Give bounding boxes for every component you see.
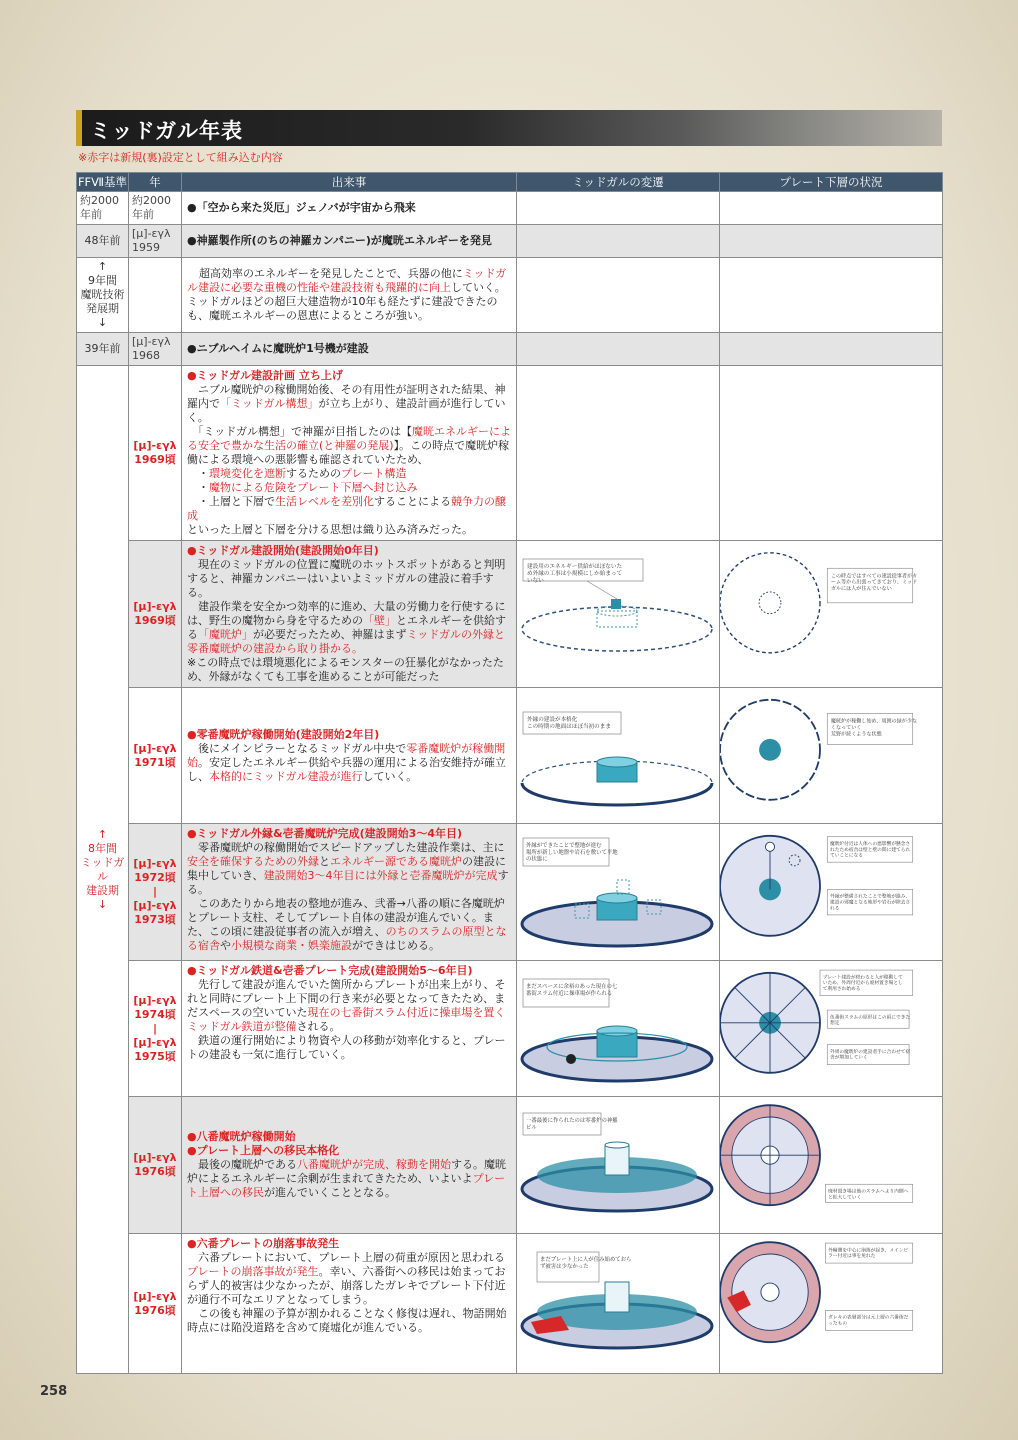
event-line (187, 841, 511, 897)
event-line (187, 467, 511, 481)
event-line (187, 600, 511, 656)
callout-text: 外縁の建設が本格化この時期の地面はほぼ当初のまま (527, 717, 611, 730)
midgar-diagram (517, 1097, 717, 1232)
callout-text: 建設用のエネルギー供給がほぼないため外縁の工事は小規模にしか始まっていない (527, 564, 623, 584)
callout-text: 魔晄炉付近は人体への悪影響が懸念されたため宿舎は壁と壁の間に建てられていことになる (829, 841, 911, 859)
phase-row (77, 1097, 943, 1234)
event-text: 零番魔晄炉が稼働開始 (187, 741, 506, 769)
midgar-diagram (517, 824, 717, 959)
event-text: 後にメインピラーとなるミッドガル中央で (187, 741, 407, 755)
event-cell: 超高効率のエネルギーを発見したことで、兵器の他にミッドガル建設に必要な重機の性能や建設技術も飛躍的に向上していく。ミッドガルほどの超巨大建造物が10年も経たずに建設できたのも、魔晄エネルギーの恩恵によるところが強い。 (182, 258, 517, 333)
phase-row (77, 688, 943, 824)
phase-row (77, 1234, 943, 1374)
event-cell: ●ミッドガル建設計画 立ち上げ ニブル魔晄炉の稼働開始後、その有用性が証明された結果、神羅内で「ミッドガル構想」が立ち上がり、建設計画が進行していく。 「ミッドガル構想」で神羅が目指したのは【魔晄エネルギーによる安全で豊かな生活の確立(と神羅の発展)】。この時点で魔晄炉稼働による環境への悪影響も確認されていたため、 ・環境変化を遮断するためのプレート構造 ・魔物による危険をプレート下層へ封じ込み ・上層と下層で生活レベルを差別化することによる競争力の醸成 といった上層と下層を分ける思想は織り込み済みだった。 (182, 366, 517, 541)
outer-wall (522, 783, 712, 805)
lower-diagram-cell (720, 1234, 943, 1374)
year-cell: [μ]-εγλ 1969頃 (129, 366, 182, 541)
event-text: ミッドガルの外縁と零番魔晄炉の建設から取り掛かる。 (187, 628, 506, 655)
event-text: 現在のミッドガルの位置に魔晄のホットスポットがあると判明すると、神羅カンパニーはいよいよミッドガルの建設に着手する。 (187, 558, 506, 599)
std-cell: 39年前 (77, 333, 129, 366)
col-midgar: ミッドガルの変遷 (517, 173, 720, 192)
event-text: していく。 (362, 769, 418, 783)
lower-diagram-cell (720, 961, 943, 1097)
callout-text: プレート建設が終わると人が移動していため、外周付近から廃材置き場として利用され始める (822, 975, 903, 993)
midgar-diagram-cell (517, 688, 720, 824)
col-event: 出来事 (182, 173, 517, 192)
event-line (187, 383, 511, 425)
col-year: 年 (129, 173, 182, 192)
callout-text: この時点ではすべての建設従事者がカーム等から出張ってきており、ミッドガルには人が住んでいない (830, 573, 918, 593)
lower-diagram (720, 961, 920, 1084)
event-text: この後も神羅の予算が割かれることなく修復は遅れ、物語開始時点には陥没道路を含めて廃墟化が進んでいる。 (187, 1307, 507, 1334)
event-line (187, 1158, 511, 1200)
year-cell: [μ]-εγλ 1968 (129, 333, 182, 366)
event-text: 。安定したエネルギー供給や兵器の運用による治安維持が確立し、 (187, 755, 506, 783)
period-label: ↑ 8年間 ミッドガル 建設期 ↓ (77, 366, 129, 1374)
reactor-core (611, 599, 621, 609)
table-header (77, 173, 943, 192)
year-cell: [μ]-εγλ 1959 (129, 225, 182, 258)
event-text: 本格的にミッドガル建設が進行 (209, 769, 363, 783)
event-text: 最後の魔晄炉である (187, 1158, 297, 1171)
event-text: プレート上層への移民 (187, 1172, 506, 1199)
event-text: プレートの崩落事故が発生 (187, 1265, 319, 1278)
event-text: 「魔晄炉」 (198, 628, 253, 641)
phase-row (77, 961, 943, 1097)
callout-text: 伍番街スラムの原形はこの頃にできた想定 (829, 1015, 911, 1027)
title-banner (76, 110, 942, 146)
callout-text: 廃材置き場は他のスラムへより内側へと拡大していく (828, 1189, 909, 1201)
table-row (77, 192, 943, 225)
midgar-diagram-cell (517, 1234, 720, 1374)
event-text: 競争力の醸成 (187, 495, 506, 522)
midgar-diagram (517, 1234, 717, 1369)
callout-text: 外縁が整備されたことで整地が進み、建設の邪魔となる地形や岩石が除去される (829, 894, 911, 912)
event-text: このあたりから地表の整地が進み、弐番→八番の順に各魔晄炉とプレート支柱、そしてプレート自体の建設が進んでいく。また、この頃に建設従事者の流入が増え、 (187, 897, 505, 938)
event-text: 環境変化を遮断 (209, 467, 286, 480)
event-line (187, 742, 511, 784)
event-cell: ●六番プレートの崩落事故発生 六番プレートにおいて、プレート上層の荷重が原因と思われるプレートの崩落事故が発生。幸い、六番街への移民は始まっておらず人的被害は少なかったが、崩落したガレキでプレート下付近が通行不可なエリアとなってしまう。 この後も神羅の予算が割かれることなく修復は遅れ、物語開始時点には陥没道路を含めて廃墟化が進んでいる。 (182, 1234, 517, 1374)
event-text: エネルギー源である魔晄炉 (330, 855, 462, 868)
event-text: 零番魔晄炉の稼働開始でスピードアップした建設作業は、主に (187, 841, 505, 854)
event-text: と (319, 855, 330, 868)
event-text: 「ミッドガル構想」で神羅が目指したのは【 (187, 425, 412, 438)
event-text: 八番魔晄炉が完成、稼動を開始 (297, 1158, 451, 1171)
event-line (187, 425, 511, 467)
event-text: 安全を確保するための外縁 (187, 855, 319, 868)
lower-diagram-cell (720, 541, 943, 688)
table-row (77, 225, 943, 258)
event-text: ・上層と下層で (187, 495, 275, 508)
callout-text: まだスペースに余裕のあった現在の七番街スラム付近に操車場が作られる (526, 984, 618, 997)
event-text: 建設開始3～4年目には外縁と壱番魔晄炉が完成 (263, 869, 498, 882)
reactor-zero-outline (597, 611, 637, 627)
col-lower: プレート下層の状況 (720, 173, 943, 192)
event-text: 魔物による危険をプレート下層へ封じ込み (209, 481, 418, 494)
year-cell: [μ]-εγλ 1976頃 (129, 1234, 182, 1374)
event-cell: ●神羅製作所(のちの神羅カンパニー)が魔晄エネルギーを発見 (182, 225, 517, 258)
event-text: が必要だったため、神羅はまず (253, 628, 407, 641)
event-cell: ●ミッドガル建設開始(建設開始0年目) 現在のミッドガルの位置に魔晄のホットスポットがあると判明すると、神羅カンパニーはいよいよミッドガルの建設に着手する。 建設作業を安全かつ効率的に進め、大量の労働力を行使するには、野生の魔物から身を守るための「壁」とエネルギーを供給する「魔晄炉」が必要だったため、神羅はまずミッドガルの外縁と零番魔晄炉の建設から取り掛かる。 ※この時点では環境悪化によるモンスターの狂暴化がなかったため、外縁がなくても工事を進めることが可能だった (182, 541, 517, 688)
std-cell: ↑ 9年間 魔晄技術 発展期 ↓ (77, 258, 129, 333)
event-cell: ●零番魔晄炉稼働開始(建設開始2年目) 後にメインピラーとなるミッドガル中央で零番魔晄炉が稼働開始。安定したエネルギー供給や兵器の運用による治安維持が確立し、本格的にミッドガル建設が進行していく。 (182, 688, 517, 824)
callout-text: 外縁ができたことで整地が進む場所が新しい地盤や岩石を敷いて平地の状態に (526, 843, 618, 863)
event-text: 。幸い、六番街への移民は始まっておらず人的被害は少なかったが、崩落したガレキでプレート下付近が通行不可なエリアとなってしまう。 (187, 1265, 506, 1306)
page-number: 258 (40, 1384, 68, 1399)
lower-diagram (720, 688, 920, 811)
event-text: 六番プレートにおいて、プレート上層の荷重が原因と思われる (187, 1251, 505, 1264)
event-text: が立ち上がり、建設計画が進行していく。 (187, 397, 506, 424)
midgar-diagram (517, 541, 717, 676)
lower-diagram (720, 1234, 920, 1357)
phase-row (77, 541, 943, 688)
event-text: することによる (374, 495, 451, 508)
table-row (77, 258, 943, 333)
event-text: が進んでいくこととなる。 (264, 1186, 396, 1199)
red-text-note: ※赤字は新規(裏)設定として組み込む内容 (78, 151, 283, 164)
event-text: ・ (187, 481, 209, 494)
midgar-diagram-cell (517, 961, 720, 1097)
event-text: ※この時点では環境悪化によるモンスターの狂暴化がなかったため、外縁がなくても工事を進めることが可能だった (187, 656, 504, 683)
event-text: ができはじめる。 (352, 939, 440, 952)
event-text: 「ミッドガル構想」 (220, 397, 319, 410)
midgar-diagram-cell (517, 824, 720, 961)
event-text: 小規模な商業・娯楽施設 (231, 939, 352, 952)
year-cell: [μ]-εγλ 1969頃 (129, 541, 182, 688)
callout-text: 一番最後に作られたのは零番炉の神羅ビル (526, 1118, 618, 1131)
year-cell: 約2000年前 (129, 192, 182, 225)
page-title: ミッドガル年表 (90, 119, 243, 143)
phase-row (77, 366, 943, 541)
event-line (187, 523, 511, 537)
event-text: とエネルギーを供給する (187, 614, 506, 641)
event-text: される。 (296, 1020, 341, 1033)
event-text: 先行して建設が進んでいた箇所からプレートが出来上がり、それと同時にプレート上下間の行き来が必要となってきたため、まだスペースの空いていた (187, 978, 506, 1019)
phase-row (77, 824, 943, 961)
event-line (187, 1034, 511, 1062)
year-cell: [μ]-εγλ 1971頃 (129, 688, 182, 824)
shinra-building (605, 1145, 629, 1175)
table-row (77, 333, 943, 366)
event-text: 】。この時点で魔晄炉稼働による環境への悪影響も確認されていたため、 (187, 439, 510, 466)
event-text: する。魔晄炉によるエネルギーに余剰が生まれてきたため、いよいよ (187, 1158, 506, 1185)
event-text: 生活レベルを差別化 (275, 495, 374, 508)
event-cell: ●「空から来た災厄」ジェノバが宇宙から飛来 (182, 192, 517, 225)
event-cell: ●ニブルヘイムに魔晄炉1号機が建設 (182, 333, 517, 366)
col-ff7: FFⅦ基準 (77, 173, 129, 192)
event-text: 鉄道の運行開始により物資や人の移動が効率化すると、プレートの建設も一気に進行していく。 (187, 1034, 506, 1061)
lower-diagram (720, 541, 920, 664)
rail-yard-icon (566, 1054, 576, 1064)
callout-text: 外周の魔晄炉の建設者手に合わせて宿舎が増加していく (829, 1049, 911, 1061)
midgar-diagram-cell (517, 1097, 720, 1234)
event-line (187, 656, 511, 684)
event-text: のちのスラムの原型となる宿舎 (187, 925, 507, 952)
outer-wall-outline (522, 607, 712, 651)
event-text: 魔晄エネルギーによる安全で豊かな生活の確立(と神羅の発展) (187, 425, 511, 452)
midgar-diagram (517, 688, 717, 823)
callout-text: ガレキの表層部分は元上層の六番街だったもの (828, 1315, 909, 1327)
event-line (187, 1251, 511, 1307)
event-cell: ●ミッドガル鉄道&壱番プレート完成(建設開始5～6年目) 先行して建設が進んでいた箇所からプレートが出来上がり、それと同時にプレート上下間の行き来が必要となってきたため、まだスペースの空いていた現在の七番街スラム付近に操車場を置くミッドガル鉄道が整備される。 鉄道の運行開始により物資や人の移動が効率化すると、プレートの建設も一気に進行していく。 (182, 961, 517, 1097)
outer-ring (720, 553, 820, 653)
year-cell: [μ]-εγλ 1972頃 | [μ]-εγλ 1973頃 (129, 824, 182, 961)
event-text: ニブル魔晄炉の稼働開始後、その有用性が証明された結果、神羅内で (187, 383, 506, 410)
lower-diagram-cell (720, 688, 943, 824)
event-line (187, 978, 511, 1034)
event-text: するための (286, 467, 341, 480)
callout-text: 魔晄炉が稼働し始め、周囲の緑が少なくなっていく荒野が続くような状態 (830, 718, 918, 738)
lower-diagram-cell (720, 824, 943, 961)
title-accent-bar (76, 110, 82, 146)
event-line (187, 558, 511, 600)
event-text: 建設作業を安全かつ効率的に進め、大量の労働力を行使するには、野生の魔物から身を守るための (187, 600, 506, 627)
event-text: プレート構造 (341, 467, 407, 480)
event-line (187, 481, 511, 495)
event-cell: ●ミッドガル外縁&壱番魔晄炉完成(建設開始3～4年目) 零番魔晄炉の稼働開始でスピードアップした建設作業は、主に安全を確保するための外縁とエネルギー源である魔晄炉の建設に集中していき、建設開始3～4年目には外縁と壱番魔晄炉が完成する。 このあたりから地表の整地が進み、弐番→八番の順に各魔晄炉とプレート支柱、そしてプレート自体の建設が進んでいく。また、この頃に建設従事者の流入が増え、のちのスラムの原型となる宿舎や小規模な商業・娯楽施設ができはじめる。 (182, 824, 517, 961)
event-text: といった上層と下層を分ける思想は織り込み済みだった。 (187, 523, 473, 536)
midgar-diagram-cell (517, 541, 720, 688)
year-cell: [μ]-εγλ 1974頃 | [μ]-εγλ 1975頃 (129, 961, 182, 1097)
event-line (187, 1307, 511, 1335)
lower-diagram-cell (720, 1097, 943, 1234)
year-cell: [μ]-εγλ 1976頃 (129, 1097, 182, 1234)
event-text: 「壁」 (363, 614, 396, 627)
timeline-table (76, 172, 943, 1374)
event-text: 現在の七番街スラム付近に操車場を置くミッドガル鉄道が整備 (187, 1006, 506, 1033)
callout-text: まだプレート上に人が住み始めておらず被害は少なかった (540, 1257, 632, 1270)
event-text: の建設に集中していき、 (187, 855, 506, 882)
std-cell: 48年前 (77, 225, 129, 258)
lower-diagram (720, 1097, 920, 1220)
event-text: や (220, 939, 231, 952)
event-cell: ●八番魔晄炉稼働開始 ●プレート上層への移民本格化 最後の魔晄炉である八番魔晄炉が完成、稼動を開始する。魔晄炉によるエネルギーに余剰が生まれてきたため、いよいよプレート上層への移民が進んでいくこととなる。 (182, 1097, 517, 1234)
midgar-diagram (517, 961, 717, 1096)
event-text: ・ (187, 467, 209, 480)
event-text: する。 (187, 869, 509, 896)
callout-text: 外輪側を中心に崩落が起き、メインピラー付近は事を免れた (828, 1248, 909, 1260)
lower-diagram (720, 824, 920, 947)
std-cell: 約2000年前 (77, 192, 129, 225)
event-line (187, 897, 511, 953)
reactor-zero-dot (759, 739, 781, 761)
event-line (187, 495, 511, 523)
